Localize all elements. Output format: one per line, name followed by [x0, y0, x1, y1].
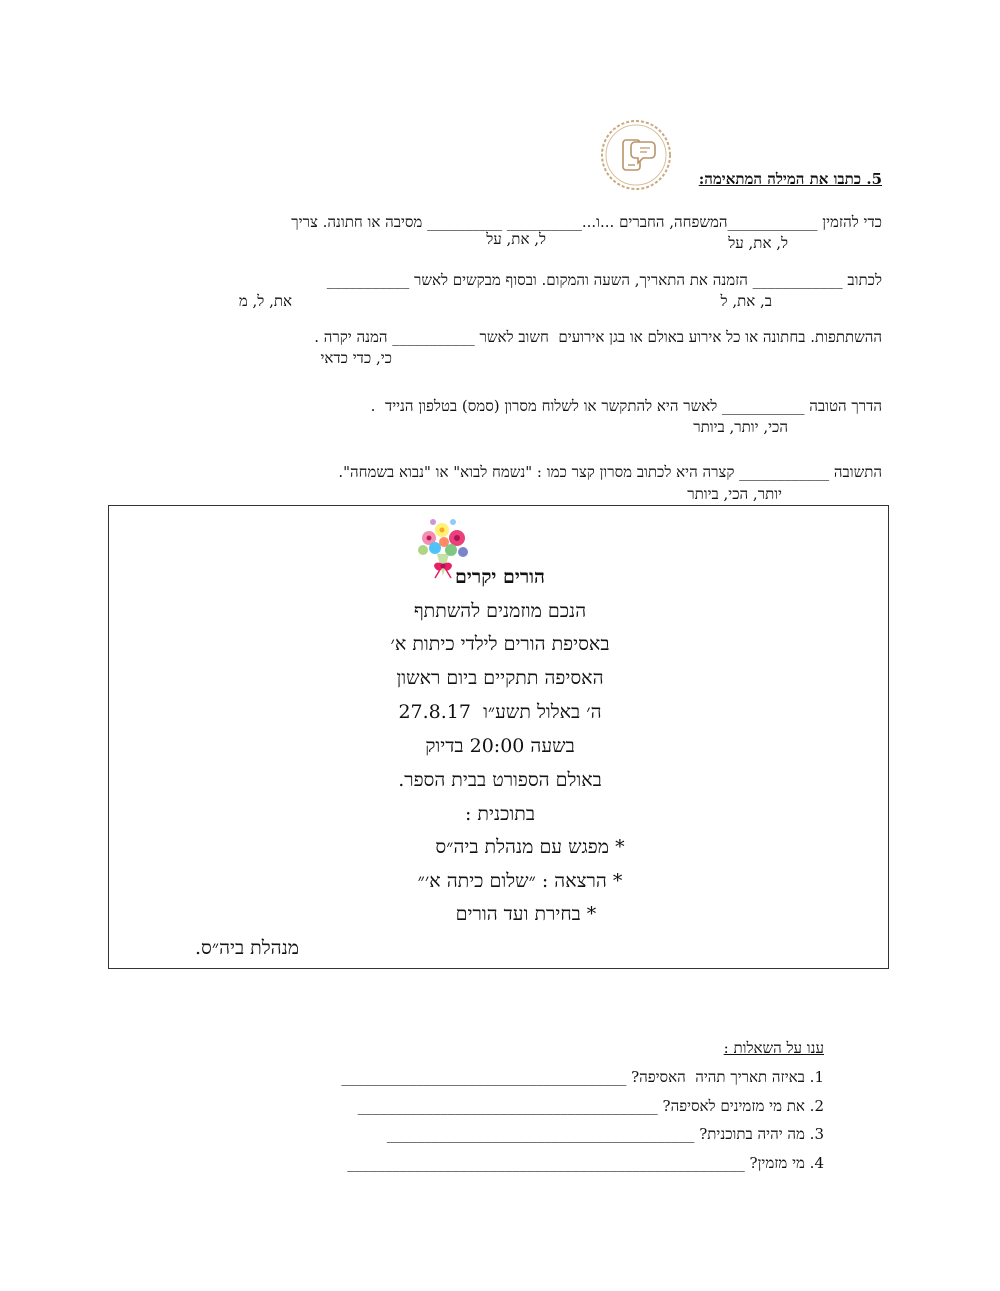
invitation-heading: הורים יקרים [455, 566, 545, 588]
options-line-1a: ל, את, על [728, 234, 788, 252]
invitation-line-6: באולם הספורט בבית הספר. [398, 769, 602, 791]
exercise-line-3: ההשתתפות. בחתונה או כל אירוע באולם או בגן אירועים חשוב לאשר ___________ המנה יקרה . [314, 328, 882, 346]
invitation-line-1: הנכם מוזמנים להשתתף [413, 600, 587, 622]
question-1: 1. באיזה תאריך תהיה האסיפה? ______________________________________ [341, 1068, 824, 1086]
exercise-line-2: לכתוב ____________ הזמנה את התאריך, השעה והמקום. ובסוף מבקשים לאשר ___________ [326, 271, 882, 289]
invitation-line-8: * מפגש עם מנהלת ביה״ס [435, 836, 625, 858]
invitation-signature: מנהלת ביה״ס. [195, 937, 300, 959]
options-line-4: הכי, יותר, ביותר [693, 418, 788, 436]
invitation-line-3: האסיפה תתקיים ביום ראשון [396, 667, 604, 689]
options-line-2a: ב, את, ל [720, 292, 772, 310]
invitation-line-2: באסיפת הורים לילדי כיתות א׳ [390, 633, 610, 655]
invitation-line-7: בתוכנית : [464, 803, 536, 825]
exercise-line-4: הדרך הטובה ___________ לאשר היא להתקשר או לשלוח מסרון (סמס) בטלפון הנייד . [370, 397, 882, 415]
exercise-title: 5. כתבו את המילה המתאימה: [698, 170, 882, 188]
invitation-line-10: * בחירת ועד הורים [455, 903, 597, 925]
invitation-line-4: ה׳ באלול תשע״ו 27.8.17 [398, 701, 602, 723]
phone-message-emblem-icon [599, 118, 673, 192]
options-line-2b: את, ל, מ [238, 292, 292, 310]
invitation-line-5: בשעה 20:00 בדיוק [425, 735, 575, 757]
options-line-1b: ל, את, על [486, 230, 546, 248]
question-4: 4. מי מזמין? _____________________________________________________ [347, 1154, 824, 1172]
questions-heading: ענו על השאלות : [723, 1039, 824, 1057]
options-line-5: יותר, הכי, ביותר [687, 485, 782, 503]
question-3: 3. מה יהיה בתוכנית? _________________________________________ [386, 1125, 824, 1143]
exercise-line-5: התשובה ____________ קצרה היא לכתוב מסרון קצר כמו : "נשמח לבוא" או "נבוא בשמחה". [338, 463, 882, 481]
options-line-3: כי, כדי כדאי [320, 349, 392, 367]
question-2: 2. את מי מזמינים לאסיפה? ________________________________________ [357, 1097, 824, 1115]
invitation-line-9: * הרצאה : ״שלום כיתה א׳״ [417, 870, 623, 892]
exercise-line-1: כדי להזמין ____________המשפחה, החברים ...ו...__________ __________ מסיבה או חתונה. צריך [291, 213, 882, 231]
